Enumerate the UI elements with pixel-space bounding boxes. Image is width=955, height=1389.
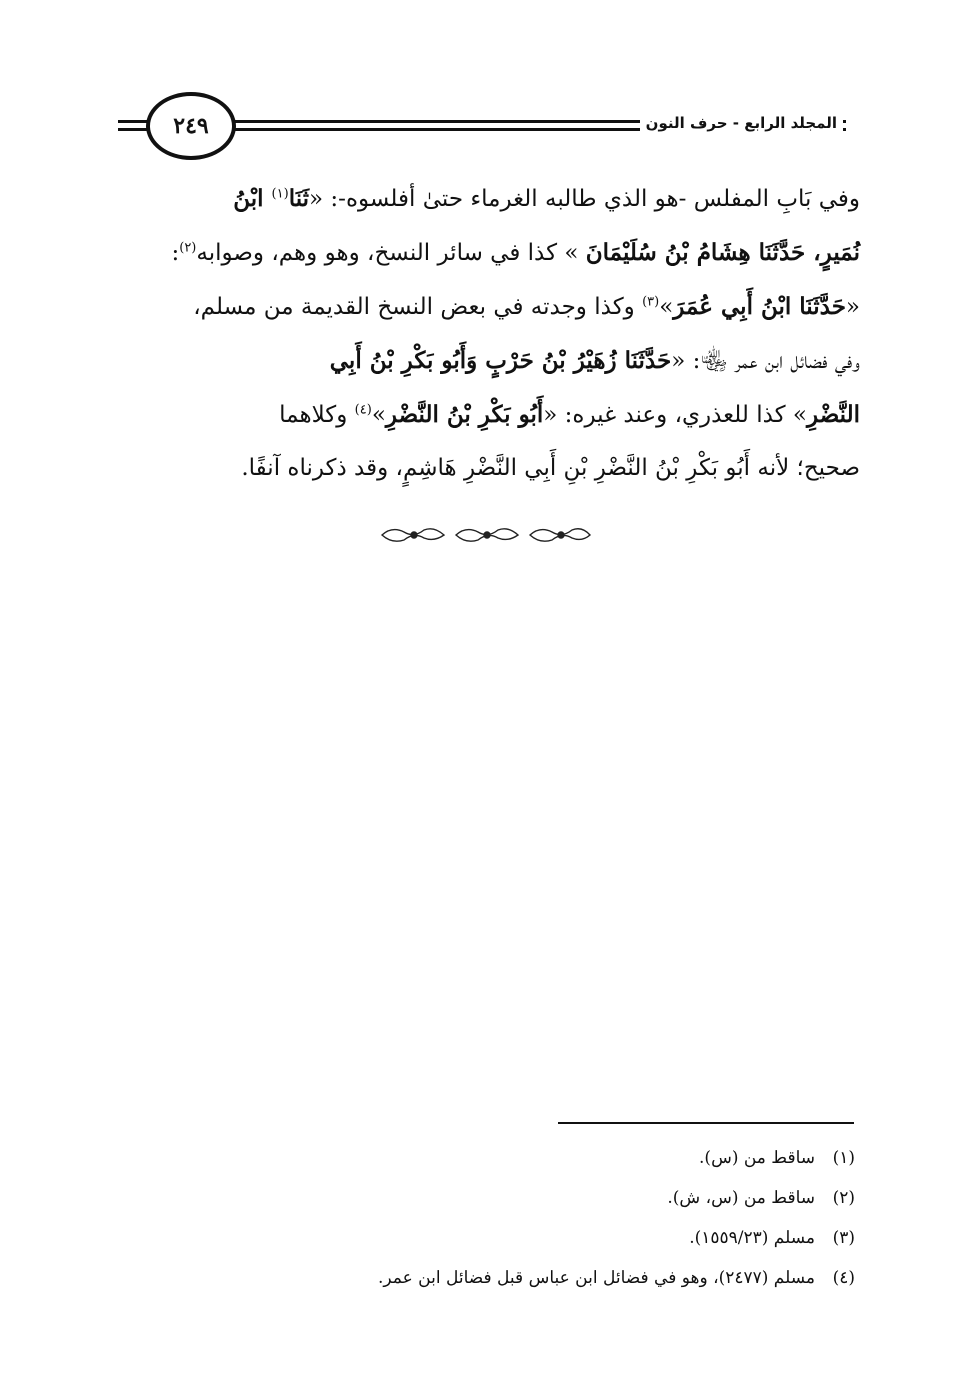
hadith-text: نُمَيرٍ، حَدَّثَنَا هِشَامُ بْنُ سُلَيْمَانَ	[585, 239, 860, 266]
footnote-2	[155, 1178, 855, 1218]
footnote-text: مسلم (١٥٥٩/٢٣).	[689, 1228, 815, 1248]
text-span: وكلاهما	[279, 402, 355, 428]
section-ornament-icon	[378, 524, 594, 546]
hadith-text: حَدَّثَنَا زُهَيْرُ بْنُ حَرْبٍ وَأَبُو بَكْرِ بْنُ أَبِي	[329, 347, 672, 374]
text-line-2	[100, 226, 860, 280]
page-number: ٢٤٩	[173, 113, 209, 139]
footnote-number: (٢)	[832, 1188, 855, 1208]
footnote-number: (٤)	[832, 1268, 855, 1288]
text-line-5	[100, 388, 860, 442]
text-line-4	[100, 334, 860, 388]
page-number-badge	[146, 92, 236, 160]
text-span: وكذا وجدته في بعض النسخ القديمة من مسلم،	[193, 294, 643, 320]
footnote-ref-4[interactable]: (٤)	[354, 402, 372, 418]
text-span: وفي فضائل ابن عمر ﵄: «	[671, 348, 860, 374]
footnote-number: (٣)	[832, 1228, 855, 1248]
footnote-ref-1[interactable]: (١)	[271, 186, 289, 202]
text-span: »	[659, 294, 674, 320]
footnote-1	[155, 1138, 855, 1178]
text-span: » كذا للعذري، وعند غيره: «	[543, 402, 808, 428]
hadith-text: ابْنُ	[233, 185, 272, 212]
text-span: » كذا في سائر النسخ، وهو وهم، وصوابه	[196, 240, 579, 266]
text-span: :	[171, 240, 180, 266]
text-span: وفي بَابِ المفلس -هو الذي طالبه الغرماء حتىٰ أفلسوه-: «	[309, 186, 860, 212]
footnote-3	[155, 1218, 855, 1258]
footnote-4	[155, 1258, 855, 1298]
footnote-number: (١)	[832, 1148, 855, 1168]
footnote-text: مسلم (٢٤٧٧)، وهو في فضائل ابن عباس قبل فضائل ابن عمر.	[378, 1268, 815, 1288]
text-span: «	[845, 294, 860, 320]
text-span: »	[371, 402, 386, 428]
footnote-text: ساقط من (س).	[699, 1148, 815, 1168]
main-text	[100, 172, 860, 495]
text-line-6	[100, 442, 860, 495]
footnote-ref-3[interactable]: (٣)	[642, 294, 660, 310]
hadith-text: النَّضْرِ	[807, 401, 860, 428]
footnote-separator	[558, 1122, 854, 1124]
running-header-title: المجلد الرابع - حرف النون	[640, 114, 843, 132]
text-line-3	[100, 280, 860, 334]
hadith-text: حَدَّثَنَا ابْنُ أَبِي عُمَرَ	[673, 293, 846, 320]
footnotes-section	[155, 1138, 855, 1298]
text-line-1	[100, 172, 860, 226]
footnote-text: ساقط من (س، ش).	[667, 1188, 815, 1208]
hadith-text: ثَنَا	[288, 185, 310, 212]
text-span: صحيح؛ لأنه أَبُو بَكْرِ بْنُ النَّضْرِ بْنِ أَبِي النَّضْرِ هَاشِمٍ، وقد ذكرناه آنفًا.	[241, 455, 860, 481]
footnote-ref-2[interactable]: (٢)	[179, 240, 197, 256]
hadith-text: أَبُو بَكْرِ بْنُ النَّضْرِ	[385, 401, 544, 428]
